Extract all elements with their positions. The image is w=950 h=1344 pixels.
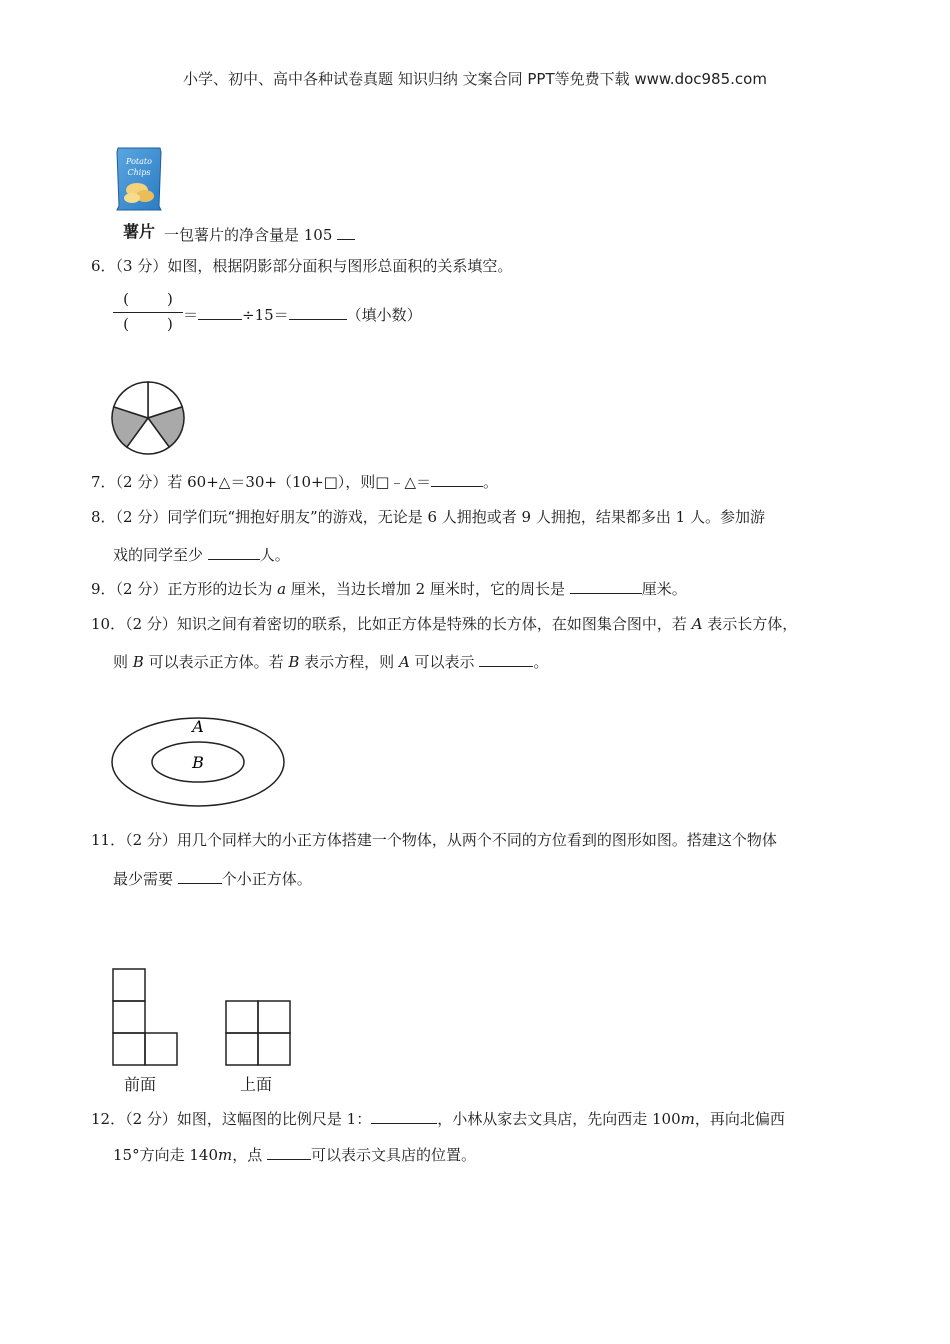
q6-question bbox=[91, 256, 512, 276]
q7-question bbox=[91, 471, 498, 492]
chips-caption: 薯片 bbox=[123, 222, 156, 241]
q12-question-line2 bbox=[113, 1144, 476, 1165]
q6-blank-dividend[interactable] bbox=[198, 304, 242, 320]
q7-text: （2 分）若 60+△＝30+（10+□），则□﹣△＝ bbox=[115, 473, 432, 491]
q8-text-2b: 人。 bbox=[259, 546, 290, 564]
svg-text:Potato: Potato bbox=[126, 157, 152, 166]
q12-unit-m-2: m bbox=[218, 1146, 233, 1164]
q11-top-view bbox=[225, 1000, 293, 1068]
q10-text-2c: 表示方程，则 bbox=[299, 653, 399, 671]
q10-text-2a: 则 bbox=[113, 653, 133, 671]
q6-fraction-bar bbox=[113, 312, 183, 313]
q8-number: 8． bbox=[91, 508, 116, 526]
q10-text-1a: （2 分）知识之间有着密切的联系，比如正方体是特殊的长方体，在如图集合图中，若 bbox=[125, 615, 692, 633]
q11-question-line2 bbox=[113, 868, 312, 889]
q6-suffix: （填小数） bbox=[346, 306, 422, 324]
top-view-grid bbox=[225, 1000, 293, 1068]
q11-front-label: 前面 bbox=[124, 1075, 157, 1094]
q6-number: 6． bbox=[91, 257, 116, 275]
q7-end: 。 bbox=[483, 473, 499, 491]
chips-bag-icon bbox=[115, 146, 163, 212]
pie-chart bbox=[110, 380, 186, 456]
q10-number: 10． bbox=[91, 615, 126, 633]
q11-text-2a: 最少需要 bbox=[113, 870, 178, 888]
q12-text-1c: ，再向北偏西 bbox=[694, 1110, 785, 1128]
q11-top-label: 上面 bbox=[240, 1075, 273, 1094]
q11-front-view bbox=[112, 968, 180, 1068]
q12-text-1b: ，小林从家去文具店，先向西走 100 bbox=[437, 1110, 681, 1128]
q12-text-1a: （2 分）如图，这幅图的比例尺是 1： bbox=[125, 1110, 372, 1128]
q7-answer-blank[interactable] bbox=[431, 471, 483, 487]
q10-text-2d: 可以表示 bbox=[409, 653, 480, 671]
q6-divide: ÷15＝ bbox=[242, 306, 289, 324]
q8-question-line1 bbox=[91, 507, 765, 527]
q9-var: a bbox=[277, 580, 287, 598]
q10-var-a-2: A bbox=[398, 653, 410, 671]
q6-fraction bbox=[113, 290, 183, 336]
q8-text: （2 分）同学们玩“拥抱好朋友”的游戏，无论是 6 人拥抱或者 9 人拥抱，结果都多出 1 人。参加游 bbox=[115, 508, 765, 526]
q5-text-body: 一包薯片的净含量是 105 bbox=[164, 226, 333, 244]
q9-text-a: （2 分）正方形的边长为 bbox=[115, 580, 278, 598]
q10-text-2b: 可以表示正方体。若 bbox=[143, 653, 289, 671]
q10-question-line2 bbox=[113, 651, 548, 672]
q10-var-b: B bbox=[132, 653, 144, 671]
q10-question-line1 bbox=[91, 614, 797, 634]
q12-unit-m: m bbox=[680, 1110, 695, 1128]
q12-point-blank[interactable] bbox=[267, 1144, 311, 1160]
q6-pie-figure bbox=[110, 380, 186, 456]
q9-text-b: 厘米，当边长增加 2 厘米时，它的周长是 bbox=[286, 580, 570, 598]
q6-numerator[interactable]: ( ) bbox=[123, 290, 173, 308]
q12-text-2c: 可以表示文具店的位置。 bbox=[311, 1146, 477, 1164]
svg-text:Chips: Chips bbox=[127, 168, 151, 177]
q10-venn-figure bbox=[110, 714, 286, 808]
q12-question-line1 bbox=[91, 1108, 785, 1129]
front-view-grid bbox=[112, 968, 180, 1068]
q12-number: 12． bbox=[91, 1110, 126, 1128]
q12-scale-blank[interactable] bbox=[371, 1108, 437, 1124]
q6-blank-decimal[interactable] bbox=[289, 304, 347, 320]
q6-equation bbox=[183, 304, 422, 325]
q11-number: 11． bbox=[91, 831, 126, 849]
q12-text-2b: ，点 bbox=[232, 1146, 268, 1164]
venn-inner-label: B bbox=[192, 753, 204, 772]
q9-number: 9． bbox=[91, 580, 116, 598]
q9-answer-blank[interactable] bbox=[570, 578, 642, 594]
q11-text-2b: 个小正方体。 bbox=[221, 870, 312, 888]
q9-text-c: 厘米。 bbox=[641, 580, 687, 598]
q11-question-line1 bbox=[91, 830, 777, 850]
page-header: 小学、初中、高中各种试卷真题 知识归纳 文案合同 PPT等免费下载 www.doc985.com bbox=[183, 70, 767, 88]
q12-text-2a: 15°方向走 140 bbox=[113, 1146, 218, 1164]
venn-outer-label: A bbox=[192, 717, 204, 736]
q10-var-a: A bbox=[691, 615, 703, 633]
q8-question-line2 bbox=[113, 544, 290, 565]
q7-number: 7． bbox=[91, 473, 116, 491]
q5-answer-blank[interactable] bbox=[337, 224, 355, 240]
q6-denominator[interactable]: ( ) bbox=[123, 315, 173, 333]
q8-answer-blank[interactable] bbox=[208, 544, 260, 560]
q6-text: （3 分）如图，根据阴影部分面积与图形总面积的关系填空。 bbox=[115, 257, 513, 275]
q5-text bbox=[164, 224, 355, 245]
q11-text: （2 分）用几个同样大的小正方体搭建一个物体，从两个不同的方位看到的图形如图。搭建这个物体 bbox=[125, 831, 777, 849]
q10-text-1b: 表示长方体， bbox=[702, 615, 798, 633]
q10-var-b-2: B bbox=[288, 653, 300, 671]
chips-bag-image bbox=[115, 146, 163, 212]
q9-question bbox=[91, 578, 687, 599]
q11-answer-blank[interactable] bbox=[178, 868, 222, 884]
q6-equals: ＝ bbox=[183, 306, 199, 324]
q8-text-2a: 戏的同学至少 bbox=[113, 546, 208, 564]
venn-diagram bbox=[110, 714, 286, 808]
q10-text-2e: 。 bbox=[533, 653, 549, 671]
q10-answer-blank[interactable] bbox=[479, 651, 533, 667]
